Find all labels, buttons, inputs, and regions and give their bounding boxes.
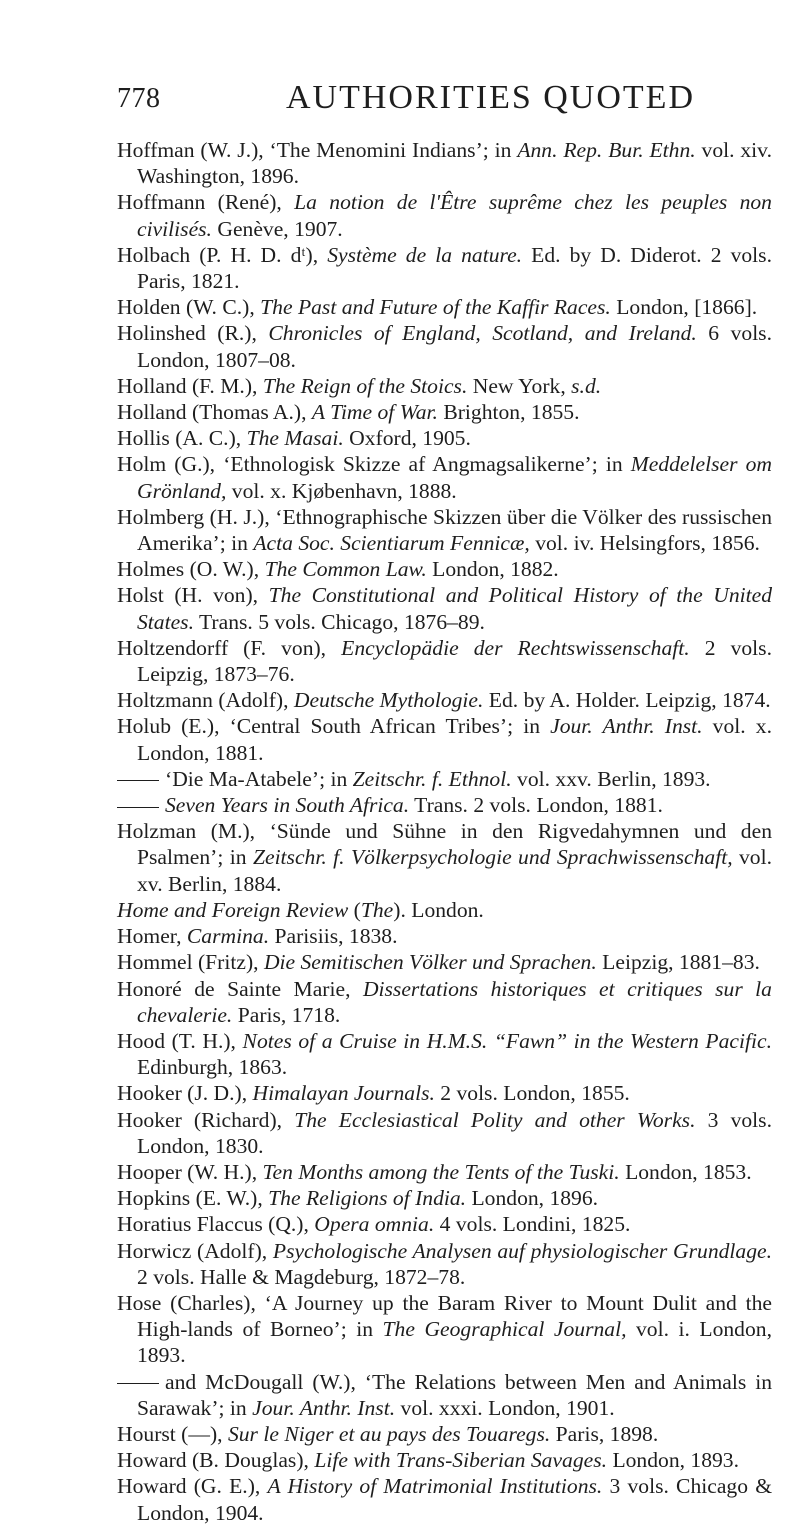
entry-text: Trans. 5 vols. Chicago, 1876–89.: [193, 609, 485, 634]
entry-text: Holinshed (R.),: [117, 321, 269, 346]
entry-text: vol. x. Kjøbenhavn, 1888.: [226, 478, 457, 503]
entry-text: vol. xxxi. London, 1901.: [395, 1395, 615, 1420]
entry-text: Holmes (O. W.),: [117, 557, 265, 582]
entry-text: Parisiis, 1838.: [269, 924, 398, 949]
entry-text: Hopkins (E. W.),: [117, 1186, 269, 1211]
entry-text: Howard (B. Douglas),: [117, 1448, 315, 1473]
entry-text: London, [1866].: [610, 295, 758, 320]
entry-text: Leipzig, 1881–83.: [596, 950, 760, 975]
entry-title-text: La notion de l'Être suprême chez les peuples non civilisés.: [137, 190, 772, 241]
entry-text: Hose (Charles), ‘A Journey up the Baram River to Mount Dulit and the High-lands of Borneo’; in: [117, 1290, 772, 1342]
bibliography-entry: [117, 242, 772, 294]
entry-title-text: The Constitutional and Political History of the United States.: [137, 583, 773, 634]
bibliography-entry: [117, 556, 772, 582]
bibliography-entry: [117, 1211, 772, 1237]
entry-text: Holm (G.), ‘Ethnologisk Skizze af Angmagsalikerne’; in: [117, 452, 631, 477]
entry-text: Paris, 1898.: [550, 1421, 659, 1446]
bibliography-entry: [117, 1238, 772, 1290]
entry-text: Holland (F. M.),: [117, 373, 263, 398]
ditto-dash: [117, 807, 159, 808]
entry-text: Holtzendorff (F. von),: [117, 635, 342, 660]
entry-title-text: A History of Matrimonial Institutions.: [267, 1474, 603, 1499]
entry-text: 2 vols. London, 1855.: [434, 1081, 630, 1106]
entry-text: Homer,: [117, 924, 187, 949]
entry-title-text: s.d.: [571, 373, 602, 398]
entry-title-text: Système de la nature.: [327, 242, 523, 267]
entry-text: 3 vols. Chicago & London, 1904.: [137, 1474, 772, 1525]
bibliography-entry: [117, 137, 772, 189]
entry-text: London, 1853.: [619, 1159, 752, 1184]
bibliography-entry: [117, 373, 772, 399]
entry-title-text: Ann. Rep. Bur. Ethn.: [517, 138, 696, 162]
bibliography-entry: [117, 1473, 772, 1525]
entry-title-text: The Past and Future of the Kaffir Races.: [260, 295, 611, 320]
entry-text: Hoffman (W. J.), ‘The Menomini Indians’; in: [117, 138, 518, 162]
entry-title-text: Deutsche Mythologie.: [293, 688, 484, 713]
page-header: [0, 79, 801, 123]
entry-title-text: Seven Years in South Africa.: [165, 793, 410, 818]
entry-text: London, 1896.: [466, 1186, 599, 1211]
entry-text: Oxford, 1905.: [343, 426, 471, 451]
page-number: 778: [117, 83, 161, 114]
entry-text: Hooper (W. H.),: [117, 1159, 263, 1184]
entry-title-text: Life with Trans-Siberian Savages.: [314, 1448, 608, 1473]
entry-text: Hoffmann (René),: [117, 190, 295, 215]
entry-text: ). London.: [393, 897, 484, 922]
entry-text: and McDougall (W.), ‘The Relations between Men and Animals in Sarawak’; in: [137, 1369, 772, 1420]
bibliography-entry: [117, 1369, 772, 1421]
entry-title-text: The Masai.: [246, 426, 344, 451]
entry-text: 2 vols. Halle & Magdeburg, 1872–78.: [137, 1264, 466, 1289]
entry-text: Trans. 2 vols. London, 1881.: [409, 793, 663, 818]
entry-title-text: The Ecclesiastical Polity and other Works.: [294, 1107, 696, 1132]
bibliography-entry: [117, 1107, 772, 1159]
entry-title-text: Meddelelser om Grönland,: [137, 452, 772, 503]
bibliography-entry: [117, 949, 772, 975]
entry-title-text: Notes of a Cruise in H.M.S. “Fawn” in the Western Pacific.: [242, 1028, 772, 1053]
entry-title-text: The Reign of the Stoics.: [262, 373, 468, 398]
bibliography-entry: [117, 504, 772, 556]
entry-text: Holbach (P. H. D. dᵗ),: [117, 242, 328, 267]
entry-text: Honoré de Sainte Marie,: [117, 976, 363, 1001]
entry-title-text: Opera omnia.: [314, 1212, 435, 1237]
entry-text: Ed. by D. Diderot. 2 vols. Paris, 1821.: [137, 242, 772, 294]
entry-text: vol. iv. Helsingfors, 1856.: [529, 531, 760, 556]
entry-text: London, 1882.: [426, 557, 559, 582]
bibliography-entry: [117, 1028, 772, 1080]
entry-text: Holst (H. von),: [117, 583, 269, 608]
entry-text: Hollis (A. C.),: [117, 426, 247, 451]
bibliography-entry: [117, 687, 772, 713]
bibliography-entry: [117, 897, 772, 923]
entry-title-text: Encyclopädie der Rechtswissenschaft.: [341, 635, 690, 660]
entry-text: 4 vols. Londini, 1825.: [434, 1212, 631, 1237]
entry-text: Holtzmann (Adolf),: [117, 688, 294, 713]
bibliography-entry: [117, 425, 772, 451]
entry-text: Hood (T. H.),: [117, 1028, 243, 1053]
ditto-dash: [117, 780, 159, 781]
entry-title-text: Die Semitischen Völker und Sprachen.: [263, 950, 597, 975]
bibliography-entry: [117, 1290, 772, 1369]
entry-text: vol. i. London, 1893.: [137, 1317, 772, 1368]
entry-text: Ed. by A. Holder. Leipzig, 1874.: [483, 688, 771, 713]
running-title: AUTHORITIES QUOTED: [286, 79, 696, 116]
bibliography-entry: [117, 320, 772, 372]
bibliography-entry: [117, 713, 772, 765]
entry-title-text: Himalayan Journals.: [252, 1081, 435, 1106]
entry-text: Hooker (J. D.),: [117, 1081, 253, 1106]
entry-title-text: Sur le Niger et au pays des Touaregs.: [227, 1421, 551, 1446]
entry-text: Horwicz (Adolf),: [117, 1238, 273, 1263]
entry-text: New York,: [467, 373, 572, 398]
bibliography-entry: [117, 923, 772, 949]
entry-text: Holden (W. C.),: [117, 295, 261, 320]
bibliography-list: [117, 137, 772, 1526]
bibliography-entry: [117, 1185, 772, 1211]
bibliography-entry: [117, 766, 772, 792]
entry-text: Brighton, 1855.: [437, 400, 580, 425]
entry-title-text: The Religions of India.: [268, 1186, 467, 1211]
bibliography-entry: [117, 1421, 772, 1447]
entry-text: 6 vols. London, 1807–08.: [137, 321, 772, 372]
entry-text: ‘Die Ma-Atabele’; in: [165, 766, 353, 791]
entry-title-text: Home and Foreign Review: [117, 897, 349, 922]
entry-title-text: Carmina.: [186, 924, 270, 949]
ditto-dash: [117, 1383, 159, 1384]
entry-text: Hommel (Fritz),: [117, 950, 264, 975]
bibliography-entry: [117, 189, 772, 241]
bibliography-entry: [117, 1080, 772, 1106]
entry-text: (: [348, 897, 361, 922]
entry-text: Howard (G. E.),: [117, 1474, 268, 1499]
bibliography-entry: [117, 399, 772, 425]
bibliography-entry: [117, 818, 772, 897]
bibliography-entry: [117, 635, 772, 687]
entry-title-text: The Geographical Journal,: [382, 1317, 627, 1342]
entry-text: Holmberg (H. J.), ‘Ethnographische Skizzen über die Völker des russischen Amerika’; in: [117, 504, 772, 556]
bibliography-entry: [117, 451, 772, 503]
bibliography-entry: [117, 1159, 772, 1185]
entry-text: Hourst (—),: [117, 1421, 228, 1446]
entry-text: Horatius Flaccus (Q.),: [117, 1212, 315, 1237]
entry-title-text: Zeitschr. f. Völkerpsychologie und Sprachwissenschaft,: [252, 845, 733, 870]
bibliography-entry: [117, 976, 772, 1028]
bibliography-entry: [117, 582, 772, 634]
entry-text: Hooker (Richard),: [117, 1107, 295, 1132]
entry-title-text: Psychologische Analysen auf physiologischer Grundlage.: [272, 1238, 772, 1263]
entry-text: Genève, 1907.: [211, 216, 343, 241]
entry-text: vol. xiv. Washington, 1896.: [137, 138, 772, 189]
entry-text: Edinburgh, 1863.: [137, 1055, 288, 1080]
entry-text: Holub (E.), ‘Central South African Tribes’; in: [117, 714, 551, 739]
entry-title-text: Jour. Anthr. Inst.: [252, 1395, 396, 1420]
entry-text: vol. xv. Berlin, 1884.: [137, 845, 772, 896]
entry-text: London, 1893.: [607, 1448, 740, 1473]
entry-title-text: The Common Law.: [264, 557, 427, 582]
entry-text: Holland (Thomas A.),: [117, 400, 312, 425]
entry-text: vol. xxv. Berlin, 1893.: [511, 766, 711, 791]
entry-title-text: Acta Soc. Scientiarum Fennicæ,: [253, 531, 530, 556]
bibliography-entry: [117, 1447, 772, 1473]
bibliography-entry: [117, 792, 772, 818]
entry-text: Paris, 1718.: [232, 1002, 341, 1027]
entry-text: 3 vols. London, 1830.: [137, 1107, 772, 1158]
entry-title-text: Ten Months among the Tents of the Tuski.: [262, 1159, 620, 1184]
entry-title-text: The: [360, 897, 394, 922]
entry-text: Holzman (M.), ‘Sünde und Sühne in den Rigvedahymnen und den Psalmen’; in: [117, 819, 772, 870]
bibliography-entry: [117, 294, 772, 320]
entry-text: vol. x. London, 1881.: [137, 714, 772, 765]
entry-title-text: Chronicles of England, Scotland, and Ireland.: [268, 321, 697, 346]
entry-title-text: A Time of War.: [311, 400, 438, 425]
entry-title-text: Zeitschr. f. Ethnol.: [352, 766, 512, 791]
entry-text: 2 vols. Leipzig, 1873–76.: [137, 635, 772, 687]
entry-title-text: Jour. Anthr. Inst.: [550, 714, 703, 739]
entry-title-text: Dissertations historiques et critiques sur la chevalerie.: [137, 976, 772, 1027]
